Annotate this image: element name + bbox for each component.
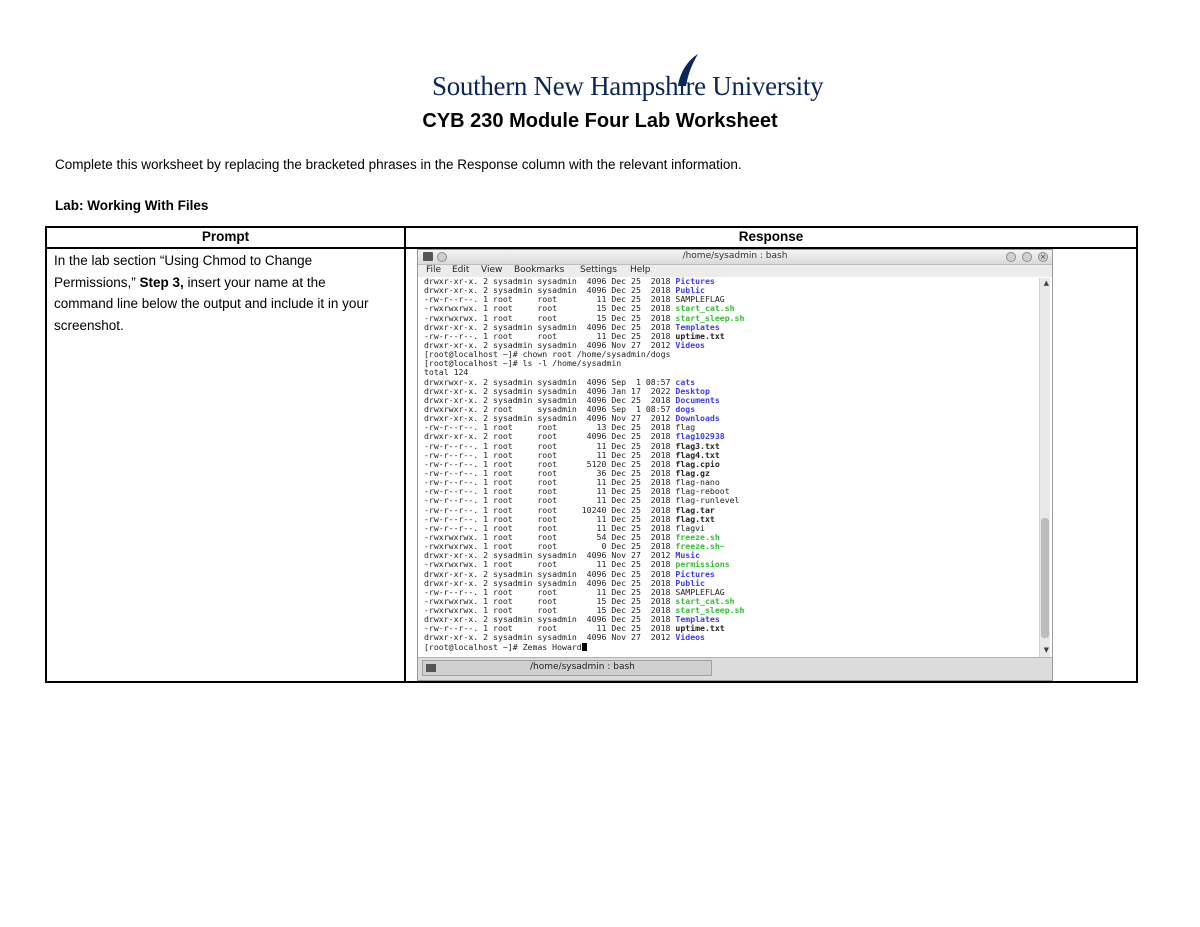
terminal-filename: Public (675, 577, 705, 588)
terminal-screenshot (417, 249, 1053, 681)
terminal-filename: freeze.sh (675, 531, 720, 542)
terminal-filename: flag.cpio (675, 458, 720, 469)
minimize-icon (1022, 252, 1032, 262)
terminal-filename: start_sleep.sh (675, 312, 745, 323)
terminal-line-text: -rw-r--r--. 1 root root 11 Dec 25 2018 (424, 486, 676, 497)
prompt-text-1: In the lab section “Using Chmod to Change Permissions,” (54, 253, 313, 290)
terminal-line-text: -rwxrwxrwx. 1 root root 15 Dec 25 2018 (424, 303, 676, 314)
terminal-filename: flag.tar (675, 504, 715, 515)
terminal-line-text: -rw-r--r--. 1 root root 13 Dec 25 2018 (424, 422, 676, 433)
terminal-line-text: -rwxrwxrwx. 1 root root 54 Dec 25 2018 (424, 531, 676, 542)
terminal-line-text: -rw-r--r--. 1 root root 11 Dec 25 2018 (424, 586, 676, 597)
menu-view: View (481, 265, 503, 275)
terminal-line-text: -rw-r--r--. 1 root root 11 Dec 25 2018 (424, 330, 676, 341)
terminal-filename: start_cat.sh (675, 303, 735, 314)
terminal-line-text: drwxr-xr-x. 2 sysadmin sysadmin 4096 Dec 25 2018 (424, 321, 676, 332)
header-response: Response (738, 229, 804, 244)
terminal-line-text: total 124 (424, 367, 469, 378)
terminal-filename: Videos (675, 339, 705, 350)
terminal-filename: Downloads (675, 413, 720, 424)
terminal-filename: permissions (675, 559, 730, 570)
terminal-line-text: drwxr-xr-x. 2 sysadmin sysadmin 4096 Dec 25 2018 (424, 568, 676, 579)
taskbar-terminal-icon (426, 664, 436, 672)
menu-settings: Settings (580, 265, 617, 275)
scrollbar-thumb (1041, 518, 1049, 638)
terminal-line-text: -rw-r--r--. 1 root root 11 Dec 25 2018 (424, 513, 676, 524)
terminal-filename: flag3.txt (675, 440, 720, 451)
terminal-line-text: drwxrwxr-x. 2 root sysadmin 4096 Sep 1 08:57 (424, 403, 676, 414)
terminal-line-text: -rw-r--r--. 1 root root 36 Dec 25 2018 (424, 467, 676, 478)
terminal-line-text: drwxrwxr-x. 2 sysadmin sysadmin 4096 Sep 1 08:57 (424, 376, 676, 387)
terminal-line-text: -rwxrwxrwx. 1 root root 15 Dec 25 2018 (424, 605, 676, 616)
terminal-line-text: drwxr-xr-x. 2 sysadmin sysadmin 4096 Nov 27 2012 (424, 632, 676, 643)
terminal-line-text: -rwxrwxrwx. 1 root root 15 Dec 25 2018 (424, 312, 676, 323)
prompt-cell (54, 250, 384, 336)
terminal-filename: Templates (675, 614, 720, 625)
terminal-line-text: -rwxrwxrwx. 1 root root 0 Dec 25 2018 (424, 541, 676, 552)
menu-file: File (426, 265, 442, 275)
terminal-line-text: -rw-r--r--. 1 root root 11 Dec 25 2018 (424, 294, 676, 305)
terminal-filename: Pictures (675, 277, 715, 286)
terminal-filename: flag.txt (675, 513, 715, 524)
terminal-line-text: drwxr-xr-x. 2 sysadmin sysadmin 4096 Nov 27 2012 (424, 339, 676, 350)
terminal-filename: dogs (675, 403, 696, 414)
terminal-line-text: drwxr-xr-x. 2 sysadmin sysadmin 4096 Dec 25 2018 (424, 277, 676, 286)
terminal-filename: Videos (675, 632, 705, 643)
terminal-menubar (418, 265, 1052, 277)
terminal-filename: Pictures (675, 568, 715, 579)
terminal-line-text: [root@localhost ~]# ls -l /home/sysadmin (424, 358, 622, 369)
terminal-filename: flag-runlevel (675, 495, 740, 506)
terminal-filename: flag4.txt (675, 449, 720, 460)
terminal-filename: Desktop (675, 385, 710, 396)
terminal-filename: Music (675, 550, 701, 561)
terminal-line-text: -rw-r--r--. 1 root root 11 Dec 25 2018 (424, 440, 676, 451)
prompt-step: Step 3, (139, 274, 184, 290)
terminal-line-text: drwxr-xr-x. 2 sysadmin sysadmin 4096 Dec 25 2018 (424, 394, 676, 405)
terminal-line (424, 643, 1036, 652)
terminal-line-text: drwxr-xr-x. 2 root root 4096 Dec 25 2018 (424, 431, 676, 442)
terminal-line-text: -rwxrwxrwx. 1 root root 11 Dec 25 2018 (424, 559, 676, 570)
terminal-filename: flag102938 (675, 431, 725, 442)
terminal-filename: flag-nano (675, 477, 720, 488)
terminal-line-text: -rw-r--r--. 1 root root 11 Dec 25 2018 (424, 477, 676, 488)
menu-help: Help (630, 265, 651, 275)
terminal-cursor (582, 643, 587, 651)
terminal-line-text: drwxr-xr-x. 2 sysadmin sysadmin 4096 Dec 25 2018 (424, 285, 676, 296)
menu-edit: Edit (452, 265, 470, 275)
taskbar-label: /home/sysadmin : bash (530, 662, 635, 672)
menu-bookmarks: Bookmarks (514, 265, 565, 275)
terminal-filename: uptime.txt (675, 330, 725, 341)
terminal-line-text: drwxr-xr-x. 2 sysadmin sysadmin 4096 Dec 25 2018 (424, 577, 676, 588)
terminal-line-text: -rw-r--r--. 1 root root 11 Dec 25 2018 (424, 449, 676, 460)
terminal-title: /home/sysadmin : bash (682, 251, 788, 261)
terminal-filename: flag (675, 422, 696, 433)
page-title: CYB 230 Module Four Lab Worksheet (422, 110, 778, 132)
terminal-line-text: [root@localhost ~]# Zemas Howard (424, 641, 582, 652)
terminal-line-text: -rw-r--r--. 1 root root 5120 Dec 25 2018 (424, 458, 676, 469)
logo-text: Southern New Hampshire University (432, 71, 824, 101)
terminal-line-text: drwxr-xr-x. 2 sysadmin sysadmin 4096 Nov 27 2012 (424, 550, 676, 561)
terminal-filename: start_sleep.sh (675, 605, 745, 616)
terminal-filename: cats (675, 376, 696, 387)
terminal-line-text: drwxr-xr-x. 2 sysadmin sysadmin 4096 Nov 27 2012 (424, 413, 676, 424)
terminal-line-text: -rw-r--r--. 1 root root 11 Dec 25 2018 (424, 623, 676, 634)
scroll-down-icon: ▼ (1043, 646, 1049, 654)
terminal-taskbar (418, 657, 1052, 680)
terminal-line-text: drwxr-xr-x. 2 sysadmin sysadmin 4096 Dec 25 2018 (424, 614, 676, 625)
snhu-logo (430, 50, 824, 106)
terminal-line-text: drwxr-xr-x. 2 sysadmin sysadmin 4096 Jan 17 2022 (424, 385, 676, 396)
terminal-filename: start_cat.sh (675, 595, 735, 606)
prompt-text-2: insert your name at the command line below the output and include it in your screenshot. (54, 274, 369, 333)
terminal-filename: SAMPLEFLAG (675, 586, 725, 597)
terminal-filename: freeze.sh~ (675, 541, 725, 552)
terminal-scrollbar (1039, 278, 1050, 658)
terminal-filename: Documents (675, 394, 720, 405)
terminal-line-text: -rw-r--r--. 1 root root 10240 Dec 25 2018 (424, 504, 676, 515)
scroll-up-icon: ▲ (1043, 279, 1049, 287)
terminal-filename: SAMPLEFLAG (675, 294, 725, 305)
terminal-filename: flagvi (675, 522, 705, 533)
lab-heading: Lab: Working With Files (55, 198, 209, 213)
terminal-line-text: [root@localhost ~]# chown root /home/sysadmin/dogs (424, 349, 671, 360)
terminal-titlebar (418, 250, 1052, 265)
terminal-line-text: -rw-r--r--. 1 root root 11 Dec 25 2018 (424, 495, 676, 506)
column-divider (404, 228, 406, 681)
terminal-filename: uptime.txt (675, 623, 725, 634)
terminal-line-text: -rw-r--r--. 1 root root 11 Dec 25 2018 (424, 522, 676, 533)
terminal-line (424, 359, 1036, 368)
instructions: Complete this worksheet by replacing the bracketed phrases in the Response column with the relevant information. (55, 157, 742, 172)
terminal-line-text: -rwxrwxrwx. 1 root root 15 Dec 25 2018 (424, 595, 676, 606)
terminal-filename: flag-reboot (675, 486, 730, 497)
terminal-filename: flag.gz (675, 467, 710, 478)
close-icon: × (1038, 252, 1048, 262)
terminal-filename: Templates (675, 321, 720, 332)
header-prompt: Prompt (201, 229, 250, 244)
terminal-output (424, 277, 1036, 657)
worksheet-table (45, 226, 1138, 683)
terminal-filename: Public (675, 285, 705, 296)
help-icon (1006, 252, 1016, 262)
